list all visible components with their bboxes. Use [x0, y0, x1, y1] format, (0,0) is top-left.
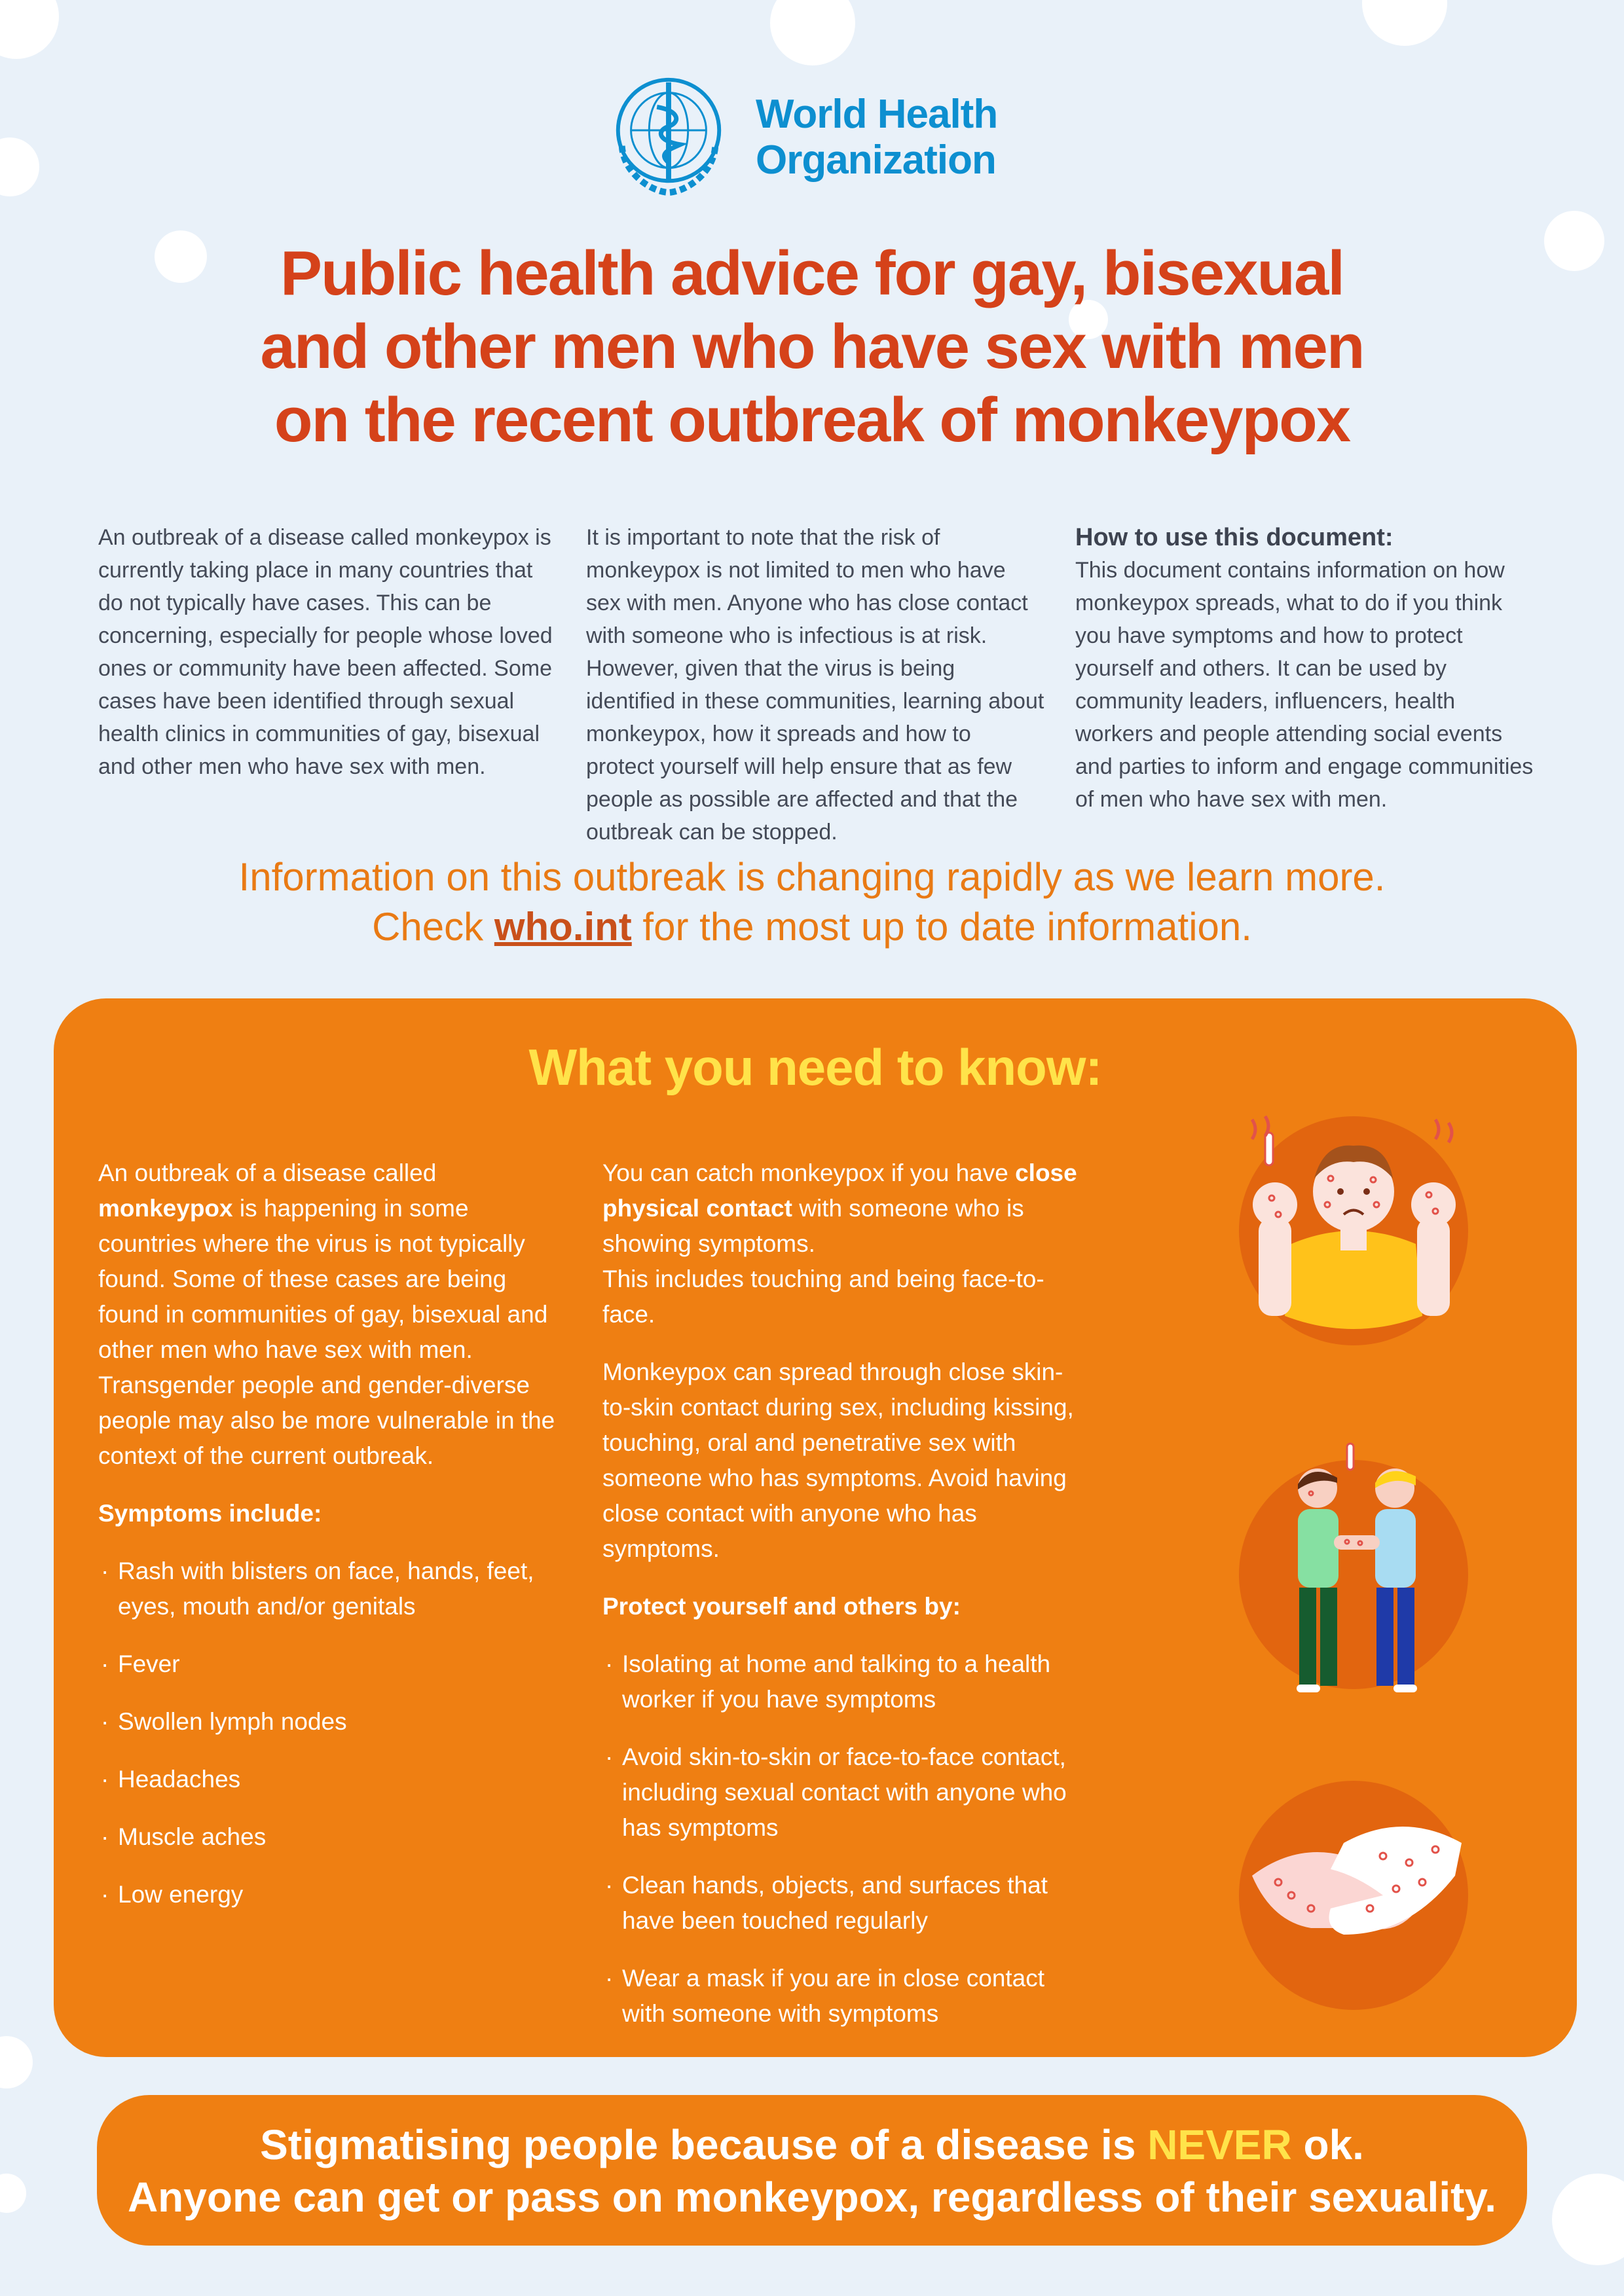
background-dot	[1362, 0, 1447, 46]
close-contact-illustration	[1213, 1437, 1494, 1712]
banner-line-1	[97, 2095, 1527, 2171]
symptoms-heading: Symptoms include:	[98, 1500, 322, 1527]
outbreak-paragraph	[98, 1156, 557, 1474]
outbreak-text-b: is happening in some countries where the virus is not typically found. Some of these cases are being found in communities of gay, bisexual and other men who have sex with men. Transgender people and gender-diverse people may also be more vulnerable in the context of the current outbreak.	[98, 1195, 555, 1469]
intro-text-1: An outbreak of a disease called monkeypox is currently taking place in many countries that do not typically have cases. This can be concerning, especially for people whose loved ones or community have been affected. Some cases have been identified through sexual health clinics in communities of gay, bisexual and other men who have sex with men.	[98, 525, 553, 779]
list-item: · Swollen lymph nodes	[98, 1704, 557, 1740]
background-dot	[0, 2174, 26, 2213]
update-notice	[131, 852, 1493, 952]
background-dot	[0, 137, 39, 196]
protect-list	[602, 1647, 1087, 2032]
list-item: · Clean hands, objects, and surfaces that have been touched regularly	[602, 1868, 1087, 1939]
banner-text-b: ok.	[1291, 2121, 1364, 2168]
title-line-2: and other men who have sex with men	[260, 312, 1364, 382]
who-logo	[604, 68, 1036, 199]
close-contact-paragraph	[602, 1156, 1087, 1332]
title-line-3: on the recent outbreak of monkeypox	[274, 385, 1350, 455]
intro-column-1	[98, 521, 557, 783]
panel-title: What you need to know:	[528, 1038, 1102, 1096]
list-item: · Low energy	[98, 1877, 557, 1912]
logo-line-2: Organization	[756, 137, 996, 183]
title-line-1: Public health advice for gay, bisexual	[280, 238, 1344, 308]
who-emblem-icon	[604, 68, 733, 198]
page-title	[157, 237, 1467, 457]
panel-left-column	[98, 1156, 557, 1935]
handshake-illustration	[1213, 1764, 1494, 2026]
list-item: · Fever	[98, 1647, 557, 1682]
list-item: · Isolating at home and talking to a health worker if you have symptoms	[602, 1647, 1087, 1717]
background-dot	[1552, 2174, 1624, 2265]
list-item: · Rash with blisters on face, hands, feet, eyes, mouth and/or genitals	[98, 1554, 557, 1624]
how-to-use-heading: How to use this document:	[1075, 524, 1393, 551]
outbreak-text-a: An outbreak of a disease called	[98, 1159, 437, 1186]
symptoms-list	[98, 1554, 557, 1912]
banner-line-2: Anyone can get or pass on monkeypox, regardless of their sexuality.	[127, 2174, 1497, 2221]
spread-paragraph: Monkeypox can spread through close skin-to-skin contact during sex, including kissing, touching, oral and penetrative sex with someone who has symptoms. Avoid having close contact with anyone who has symptoms.	[602, 1358, 1074, 1562]
list-item: · Muscle aches	[98, 1819, 557, 1855]
background-dot	[0, 0, 59, 59]
notice-line-2	[131, 902, 1493, 952]
person-with-rash-illustration	[1213, 1106, 1494, 1368]
contact-text-b: with someone who is showing symptoms.	[602, 1195, 1024, 1257]
close-contact-bold: close physical contact	[602, 1159, 1077, 1222]
intro-text-3: This document contains information on how monkeypox spreads, what to do if you think you have symptoms and how to protect yourself and others. It can be used by community leaders, influencers, health workers and people attending social events and parties to inform and engage communities of men who have sex with men.	[1075, 558, 1534, 812]
logo-line-1: World Health	[756, 92, 998, 137]
background-dot	[770, 0, 855, 65]
what-you-need-to-know-panel	[54, 998, 1577, 2057]
notice-check-text: Check	[372, 905, 494, 949]
protect-heading: Protect yourself and others by:	[602, 1593, 961, 1620]
panel-middle-column	[602, 1156, 1087, 2054]
contact-text-c: This includes touching and being face-to-face.	[602, 1266, 1044, 1328]
monkeypox-bold: monkeypox	[98, 1195, 233, 1222]
contact-text-a: You can catch monkeypox if you have	[602, 1159, 1016, 1186]
stigma-banner	[97, 2095, 1527, 2246]
notice-line-1: Information on this outbreak is changing rapidly as we learn more.	[238, 855, 1386, 899]
intro-column-3	[1075, 521, 1534, 816]
notice-tail-text: for the most up to date information.	[631, 905, 1252, 949]
list-item: · Avoid skin-to-skin or face-to-face contact, including sexual contact with anyone who has symptoms	[602, 1740, 1087, 1846]
list-item: · Headaches	[98, 1762, 557, 1797]
intro-column-2	[586, 521, 1044, 848]
who-int-link[interactable]: who.int	[494, 905, 632, 949]
never-highlight: NEVER	[1147, 2121, 1292, 2168]
intro-text-2: It is important to note that the risk of monkeypox is not limited to men who have sex with men. Anyone who has close contact with someone who is infectious is at risk. However, given that the virus is being identified in these communities, learning about monkeypox, how it spreads and how to protect yourself will help ensure that as few people as possible are affected and that the outbreak can be stopped.	[586, 525, 1044, 845]
banner-text-a: Stigmatising people because of a disease is	[260, 2121, 1148, 2168]
background-dot	[0, 2036, 33, 2088]
background-dot	[1544, 211, 1604, 271]
list-item: · Wear a mask if you are in close contact with someone with symptoms	[602, 1961, 1087, 2032]
